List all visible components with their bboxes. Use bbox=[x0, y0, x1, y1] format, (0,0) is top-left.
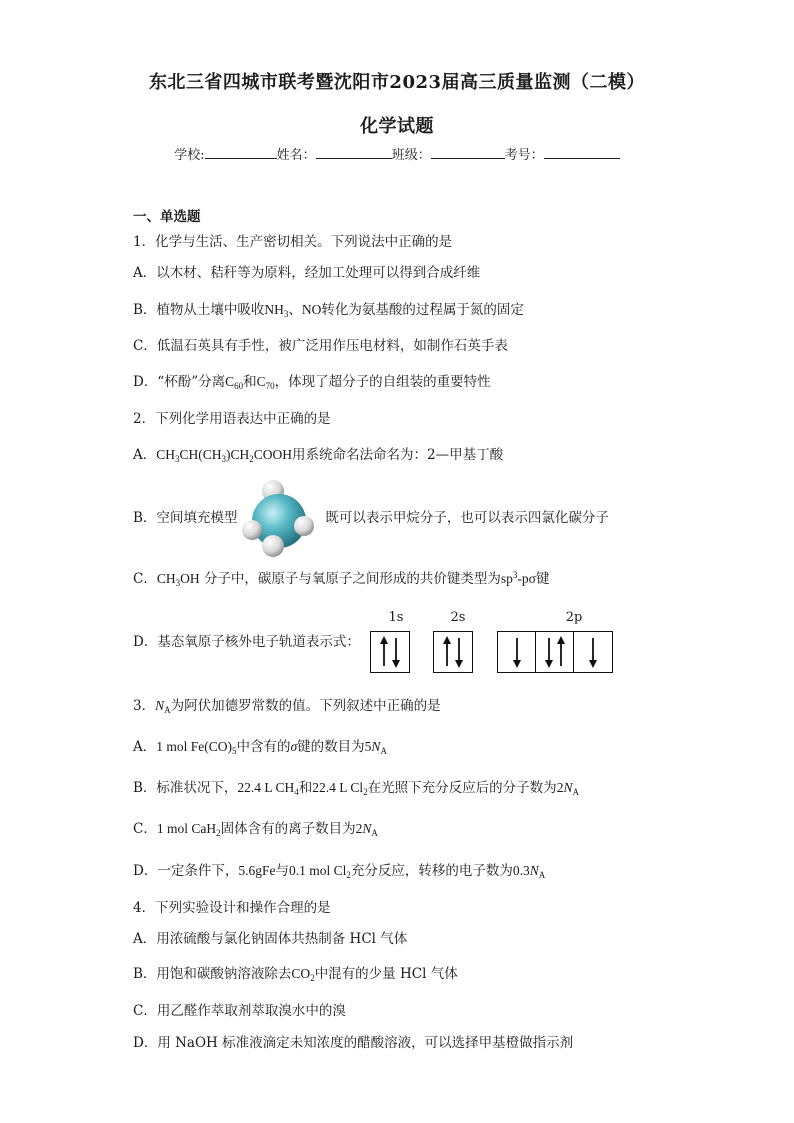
q3-option-c: C．1 mol CaH$_2$固体含有的离子数目为$2N_A$ bbox=[133, 821, 378, 838]
exam-subtitle: 化学试题 bbox=[360, 116, 434, 137]
orbital-2p-cell-1 bbox=[498, 632, 536, 672]
exam-no-label: 考号： bbox=[504, 148, 544, 163]
q2-option-a-post: 用系统命名法命名为：2—甲基丁酸 bbox=[292, 447, 504, 463]
orbital-2p-cell-2 bbox=[536, 632, 574, 672]
orbital-2p-box bbox=[497, 631, 613, 673]
space-filling-model-image bbox=[240, 478, 318, 558]
q3-option-d: D．一定条件下，5.6gFe与0.1 mol $Cl_2$充分反应，转移的电子数为$0.3N_A$ bbox=[133, 863, 546, 880]
q2-option-c-post: 分子中，碳原子与氧原子之间形成的共价键类型为 bbox=[203, 571, 501, 587]
q1-option-d-pre: D．“杯酚”分离 bbox=[133, 374, 226, 390]
q2-option-b-pre: B．空间填充模型 bbox=[133, 510, 238, 526]
exam-title: 东北三省四城市联考暨沈阳市2023届高三质量监测（二模） bbox=[148, 72, 646, 93]
q2-option-d: D．基态氧原子核外电子轨道表示式： bbox=[133, 634, 360, 650]
class-field[interactable] bbox=[431, 146, 505, 159]
down-arrow-icon bbox=[574, 632, 612, 672]
q1-option-c: C．低温石英具有手性，被广泛用作压电材料，如制作石英手表 bbox=[133, 338, 508, 354]
q3-option-d-pre: D．一定条件下， bbox=[133, 863, 239, 879]
paired-arrows-icon bbox=[536, 632, 574, 672]
q2-option-a: A．$CH_3CH(CH_3)CH_2COOH$用系统命名法命名为：2—甲基丁酸 bbox=[133, 447, 504, 464]
q1-option-a: A．以木材、秸秆等为原料，经加工处理可以得到合成纤维 bbox=[133, 265, 481, 281]
orbital-label-2p: 2p bbox=[565, 610, 583, 625]
q2-option-c: C．$CH_3OH$ 分子中，碳原子与氧原子之间形成的共价键类型为$sp^3-p\sigma$键 bbox=[133, 570, 550, 588]
section-heading: 一、单选题 bbox=[133, 209, 201, 225]
q4-stem: 4．下列实验设计和操作合理的是 bbox=[133, 900, 331, 916]
orbital-label-2s: 2s bbox=[450, 610, 466, 625]
q4-option-c: C．用乙醛作萃取剂萃取溴水中的溴 bbox=[133, 1003, 346, 1019]
student-info-line bbox=[0, 144, 794, 163]
q3-option-a-mid: 中含有的 bbox=[236, 739, 291, 755]
q3-option-a: A．1 mol $Fe(CO)_5$中含有的σ键的数目为$5N_A$ bbox=[133, 739, 387, 756]
q1-option-b-pre: B．植物从土壤中吸收 bbox=[133, 302, 265, 318]
orbital-1s-box bbox=[370, 631, 410, 673]
q1-option-d: D．“杯酚”分离$C_{60}$和$C_{70}$，体现了超分子的自组装的重要特性 bbox=[133, 374, 491, 391]
school-label: 学校: bbox=[174, 148, 205, 163]
q3-option-b: B．标准状况下，22.4 L $CH_4$和22.4 L $Cl_2$在光照下充分反应后的分子数为$2N_A$ bbox=[133, 780, 579, 797]
down-arrow-icon bbox=[498, 632, 536, 672]
q3-stem: 3．$N_A$为阿伏加德罗常数的值。下列叙述中正确的是 bbox=[133, 698, 441, 715]
q1-option-b-post: 转化为氨基酸的过程属于氮的固定 bbox=[321, 302, 524, 318]
q2-option-b bbox=[133, 509, 609, 527]
q3-option-d-mid: 与 bbox=[275, 863, 289, 879]
q3-option-c-post: 固体含有的离子数目为 bbox=[220, 821, 356, 837]
q3-option-a-mid2: 键的数目为 bbox=[297, 739, 365, 755]
q3-option-b-mid: 在光照下充分反应后的分子数为 bbox=[367, 780, 557, 796]
orbital-label-1s: 1s bbox=[388, 610, 404, 625]
orbital-2s-box bbox=[433, 631, 473, 673]
q1-option-b: B．植物从土壤中吸收$NH_3$、NO转化为氨基酸的过程属于氮的固定 bbox=[133, 302, 524, 319]
paired-arrows-icon bbox=[371, 632, 409, 672]
q3-stem-post: 为阿伏加德罗常数的值。下列叙述中正确的是 bbox=[170, 698, 441, 714]
q3-option-b-pre: B．标准状况下， bbox=[133, 780, 238, 796]
orbital-2p-cell-3 bbox=[574, 632, 612, 672]
school-field[interactable] bbox=[205, 146, 277, 159]
class-label: 班级： bbox=[391, 148, 431, 163]
q4-option-b-post: 中混有的少量 HCl 气体 bbox=[314, 966, 458, 982]
name-field[interactable] bbox=[316, 146, 392, 159]
name-label: 姓名： bbox=[276, 148, 316, 163]
q2-option-b-post: 既可以表示甲烷分子，也可以表示四氯化碳分子 bbox=[325, 510, 609, 526]
q2-stem: 2．下列化学用语表达中正确的是 bbox=[133, 411, 331, 427]
q1-option-d-post: ，体现了超分子的自组装的重要特性 bbox=[274, 374, 491, 390]
orbital-2s-cell bbox=[434, 632, 472, 672]
q4-option-b: B．用饱和碳酸钠溶液除去$CO_2$中混有的少量 HCl 气体 bbox=[133, 966, 458, 983]
q1-stem: 1．化学与生活、生产密切相关。下列说法中正确的是 bbox=[133, 234, 453, 250]
q2-option-c-tail: 键 bbox=[535, 571, 550, 587]
orbital-1s-cell bbox=[371, 632, 409, 672]
q4-option-b-pre: B．用饱和碳酸钠溶液除去 bbox=[133, 966, 292, 982]
paired-arrows-icon bbox=[434, 632, 472, 672]
q4-option-d: D．用 NaOH 标准液滴定未知浓度的醋酸溶液，可以选择甲基橙做指示剂 bbox=[133, 1035, 574, 1051]
q1-option-d-mid: 和 bbox=[243, 374, 257, 390]
q3-option-d-mid2: 充分反应，转移的电子数为 bbox=[350, 863, 513, 879]
q4-option-a: A．用浓硫酸与氯化钠固体共热制备 HCl 气体 bbox=[133, 931, 408, 947]
exam-no-field[interactable] bbox=[544, 146, 620, 159]
